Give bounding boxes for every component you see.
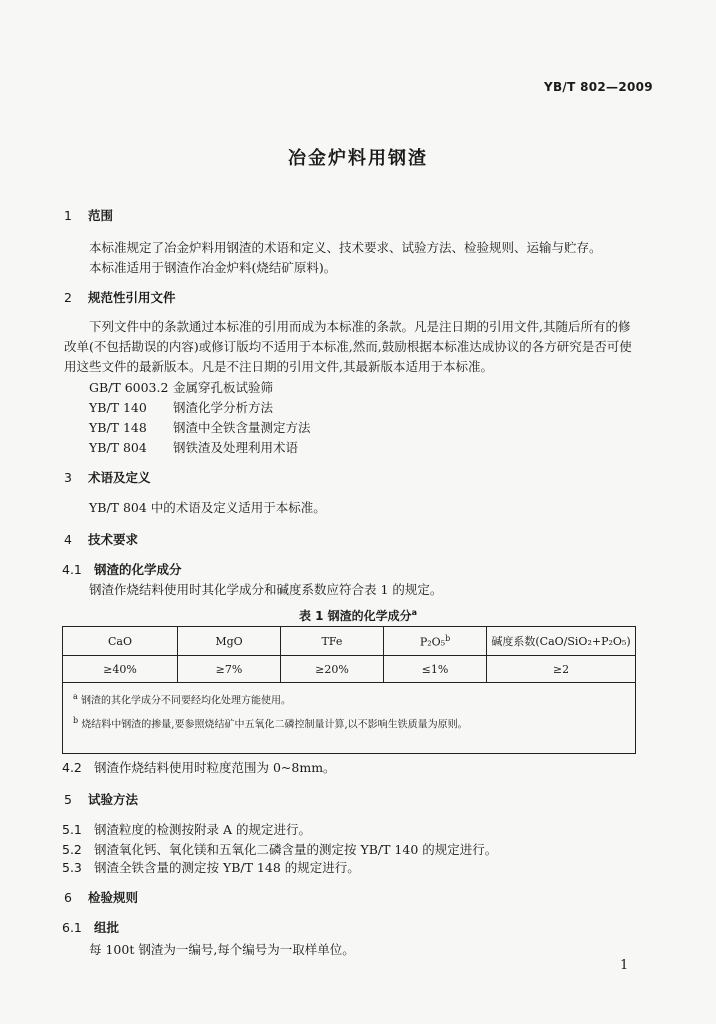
- table-row: [63, 656, 636, 683]
- section-6-heading: 6 检验规则: [64, 890, 139, 905]
- section-2-heading: 2 规范性引用文件: [64, 290, 176, 305]
- table-header-cell: TFe: [281, 627, 384, 656]
- table-notes: [63, 683, 636, 754]
- chemical-composition-table: [62, 626, 636, 754]
- document-title: 冶金炉料用钢渣: [288, 148, 428, 169]
- table-cell: ≤1%: [384, 656, 487, 683]
- section-1-heading: 1 范围: [64, 208, 114, 223]
- table-header-cell: 碱度系数(CaO/SiO₂+P₂O₅): [487, 627, 636, 656]
- section-4-heading: 4 技术要求: [64, 532, 139, 547]
- section-2-paragraph: 下列文件中的条款通过本标准的引用而成为本标准的条款。凡是注日期的引用文件,其随后所有的修改单(不包括勘误的内容)或修订版均不适用于本标准,然而,鼓励根据本标准达成协议的各方研究是否可使用这些文件的最新版本。凡是不注日期的引用文件,其最新版本适用于本标准。: [64, 319, 632, 374]
- reference-item: YB/T 148 钢渣中全铁含量测定方法: [89, 420, 311, 435]
- table-cell: ≥40%: [63, 656, 178, 683]
- table-cell: ≥2: [487, 656, 636, 683]
- section-6-1-paragraph: 每 100t 钢渣为一编号,每个编号为一取样单位。: [89, 942, 355, 957]
- table-notes-row: [63, 683, 636, 754]
- table-header-row: [63, 627, 636, 656]
- reference-item: YB/T 804 钢铁渣及处理利用术语: [89, 440, 299, 455]
- table-cell: ≥20%: [281, 656, 384, 683]
- section-1-paragraph-1: 本标准规定了冶金炉料用钢渣的术语和定义、技术要求、试验方法、检验规则、运输与贮存。: [89, 240, 602, 255]
- reference-item: GB/T 6003.2 金属穿孔板试验筛: [89, 380, 274, 395]
- table-footnote: $^a$ 钢渣的其化学成分不同要经均化处理方能使用。: [73, 692, 291, 707]
- section-6-1-heading: 6.1 组批: [62, 920, 120, 935]
- section-3-paragraph: YB/T 804 中的术语及定义适用于本标准。: [89, 500, 326, 515]
- reference-item: YB/T 140 钢渣化学分析方法: [89, 400, 274, 415]
- standard-number: YB/T 802—2009: [544, 80, 653, 94]
- section-5-heading: 5 试验方法: [64, 792, 139, 807]
- table-caption: 表 1 钢渣的化学成分$^a$: [298, 608, 418, 623]
- section-4-1-paragraph: 钢渣作烧结料使用时其化学成分和碱度系数应符合表 1 的规定。: [89, 582, 443, 597]
- section-5-3: 5.3 钢渣全铁含量的测定按 YB/T 148 的规定进行。: [62, 860, 360, 875]
- section-5-1: 5.1 钢渣粒度的检测按附录 A 的规定进行。: [62, 822, 311, 837]
- section-3-heading: 3 术语及定义: [64, 470, 151, 485]
- table-footnote: $^b$ 烧结料中钢渣的掺量,要参照烧结矿中五氧化二磷控制量计算,以不影响生铁质量为原则。: [73, 716, 468, 731]
- section-4-1-heading: 4.1 钢渣的化学成分: [62, 562, 182, 577]
- section-5-2: 5.2 钢渣氧化钙、氧化镁和五氧化二磷含量的测定按 YB/T 140 的规定进行。: [62, 842, 498, 857]
- table-header-cell: MgO: [178, 627, 281, 656]
- table-cell: ≥7%: [178, 656, 281, 683]
- table-header-cell: P₂O₅$^b$: [384, 627, 487, 656]
- section-4-2: 4.2 钢渣作烧结料使用时粒度范围为 0~8mm。: [62, 760, 336, 775]
- table-header-cell: CaO: [63, 627, 178, 656]
- section-1-paragraph-2: 本标准适用于钢渣作冶金炉料(烧结矿原料)。: [89, 260, 337, 275]
- page-number: 1: [620, 958, 629, 973]
